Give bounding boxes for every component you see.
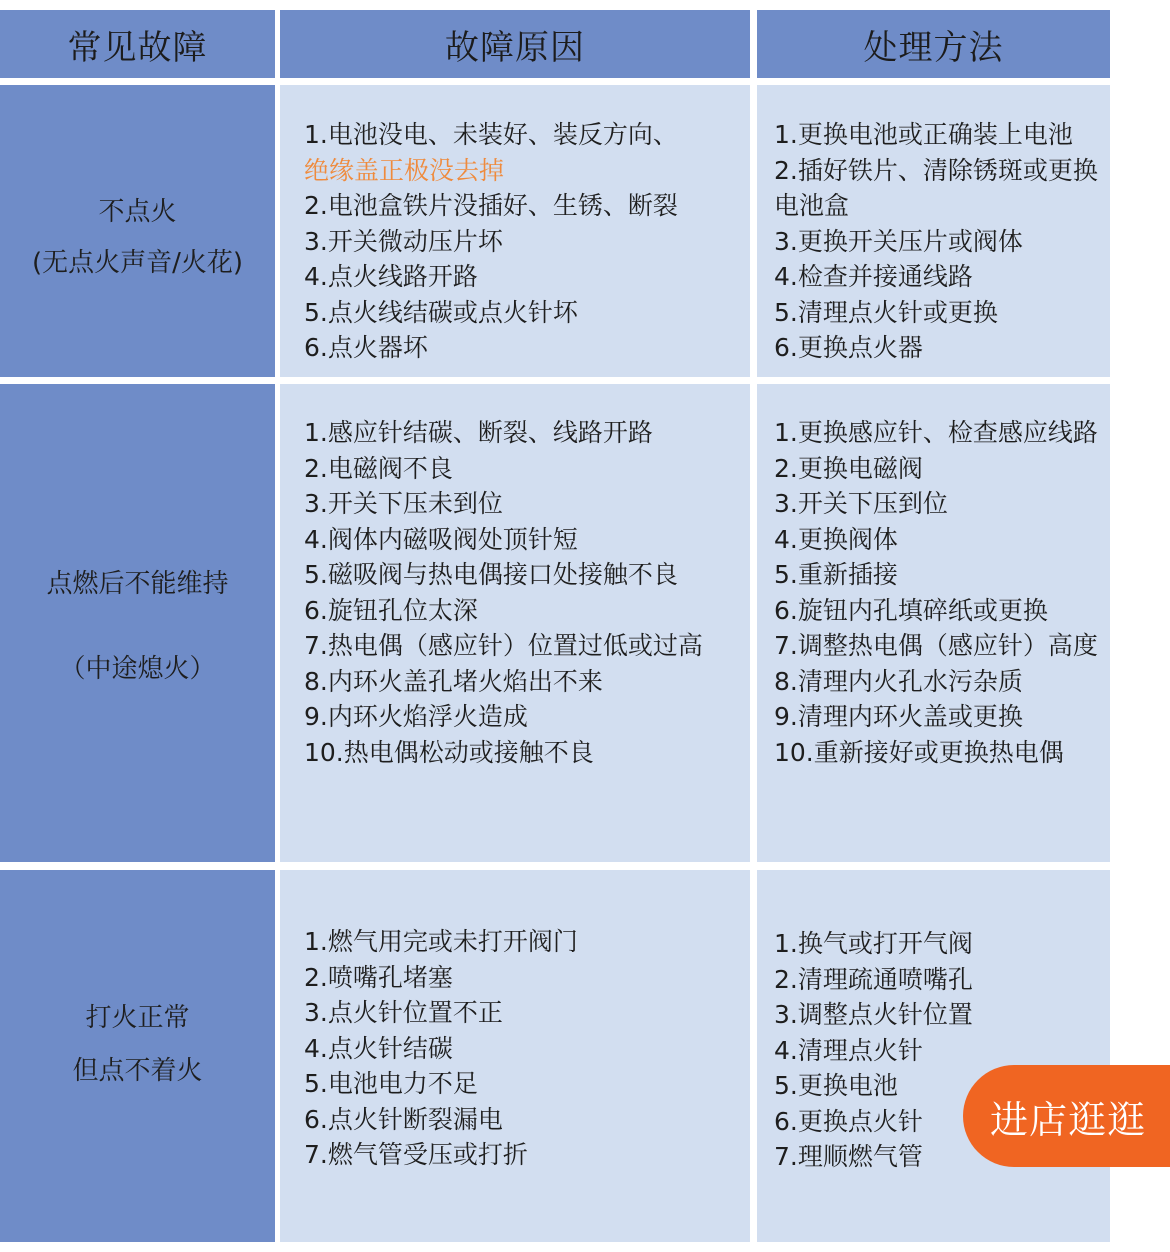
cause-item: 7.热电偶（感应针）位置过低或过高 <box>304 631 703 660</box>
causes-no-ignition <box>280 85 750 377</box>
solution-item: 4.更换阀体 <box>774 524 898 554</box>
cause-item: 4.点火线路开路 <box>304 262 478 291</box>
fault-no-light <box>0 870 275 1242</box>
fault-sublabel: （中途熄火） <box>59 654 216 684</box>
solution-item: 3.开关下压到位 <box>774 489 948 518</box>
solution-item: 6.更换点火器 <box>774 333 923 362</box>
cause-item: 2.喷嘴孔堵塞 <box>304 962 453 992</box>
cause-item: 7.燃气管受压或打折 <box>304 1140 528 1169</box>
header-cause: 故障原因 <box>280 10 750 78</box>
cause-item: 4.阀体内磁吸阀处顶针短 <box>304 524 578 554</box>
cause-item: 1.燃气用完或未打开阀门 <box>304 927 578 956</box>
solutions-no-light <box>757 870 1110 1242</box>
solution-item: 7.调整热电偶（感应针）高度 <box>774 631 1098 660</box>
solution-item: 6.旋钮内孔填碎纸或更换 <box>774 595 1048 625</box>
solutions-flame-out <box>757 384 1110 862</box>
cause-item: 2.电磁阀不良 <box>304 453 453 483</box>
solution-item: 1.更换感应针、检查感应线路 <box>774 418 1098 447</box>
solutions-no-ignition <box>757 85 1110 377</box>
solution-item: 7.理顺燃气管 <box>774 1142 923 1171</box>
fault-table <box>0 10 1110 1242</box>
fault-flame-out <box>0 384 275 862</box>
cause-item: 6.点火针断裂漏电 <box>304 1104 503 1134</box>
causes-flame-out <box>280 384 750 862</box>
cause-item: 6.点火器坏 <box>304 333 428 362</box>
solution-item: 1.更换电池或正确装上电池 <box>774 120 1073 149</box>
fault-label: 不点火 <box>98 197 177 227</box>
cause-item-highlight: 绝缘盖正极没去掉 <box>304 155 505 185</box>
fault-no-ignition <box>0 85 275 377</box>
solution-item: 1.换气或打开气阀 <box>774 929 973 958</box>
solution-item: 2.清理疏通喷嘴孔 <box>774 964 973 994</box>
solution-item: 3.更换开关压片或阀体 <box>774 226 1023 256</box>
solution-item: 10.重新接好或更换热电偶 <box>774 737 1064 767</box>
header-solution: 处理方法 <box>757 10 1110 78</box>
solution-item: 5.清理点火针或更换 <box>774 297 998 327</box>
solution-item: 5.重新插接 <box>774 560 898 589</box>
cause-item: 9.内环火焰浮火造成 <box>304 702 528 731</box>
cause-item: 2.电池盒铁片没插好、生锈、断裂 <box>304 191 678 220</box>
cause-item: 5.点火线结碳或点火针坏 <box>304 297 578 327</box>
cause-item: 3.开关下压未到位 <box>304 489 503 518</box>
cause-item: 5.电池电力不足 <box>304 1069 478 1098</box>
fault-label: 打火正常 <box>85 1003 190 1033</box>
cause-item: 10.热电偶松动或接触不良 <box>304 737 594 767</box>
cause-item: 4.点火针结碳 <box>304 1033 453 1063</box>
solution-item: 5.更换电池 <box>774 1071 898 1100</box>
cause-item: 3.点火针位置不正 <box>304 998 503 1027</box>
solution-item: 8.清理内火孔水污杂质 <box>774 666 1023 696</box>
cause-item: 5.磁吸阀与热电偶接口处接触不良 <box>304 560 678 589</box>
solution-item: 4.清理点火针 <box>774 1035 923 1065</box>
solution-item: 3.调整点火针位置 <box>774 1000 973 1029</box>
cause-item: 8.内环火盖孔堵火焰出不来 <box>304 666 603 696</box>
visit-shop-button[interactable]: 进店逛逛 <box>963 1065 1170 1167</box>
fault-sublabel: (无点火声音/火花) <box>31 248 244 278</box>
cause-item: 1.电池没电、未装好、装反方向、 <box>304 120 678 149</box>
cause-item: 1.感应针结碳、断裂、线路开路 <box>304 418 653 447</box>
cause-item: 3.开关微动压片坏 <box>304 226 503 256</box>
solution-item: 9.清理内环火盖或更换 <box>774 702 1023 731</box>
solution-item: 4.检查并接通线路 <box>774 262 973 291</box>
solution-item: 2.插好铁片、清除锈斑或更换电池盒 <box>774 155 1098 220</box>
causes-no-light <box>280 870 750 1242</box>
solution-item: 6.更换点火针 <box>774 1106 923 1136</box>
fault-sublabel: 但点不着火 <box>72 1056 203 1086</box>
header-fault: 常见故障 <box>0 10 275 78</box>
cause-item: 6.旋钮孔位太深 <box>304 595 478 625</box>
fault-label: 点燃后不能维持 <box>46 569 229 599</box>
solution-item: 2.更换电磁阀 <box>774 453 923 483</box>
